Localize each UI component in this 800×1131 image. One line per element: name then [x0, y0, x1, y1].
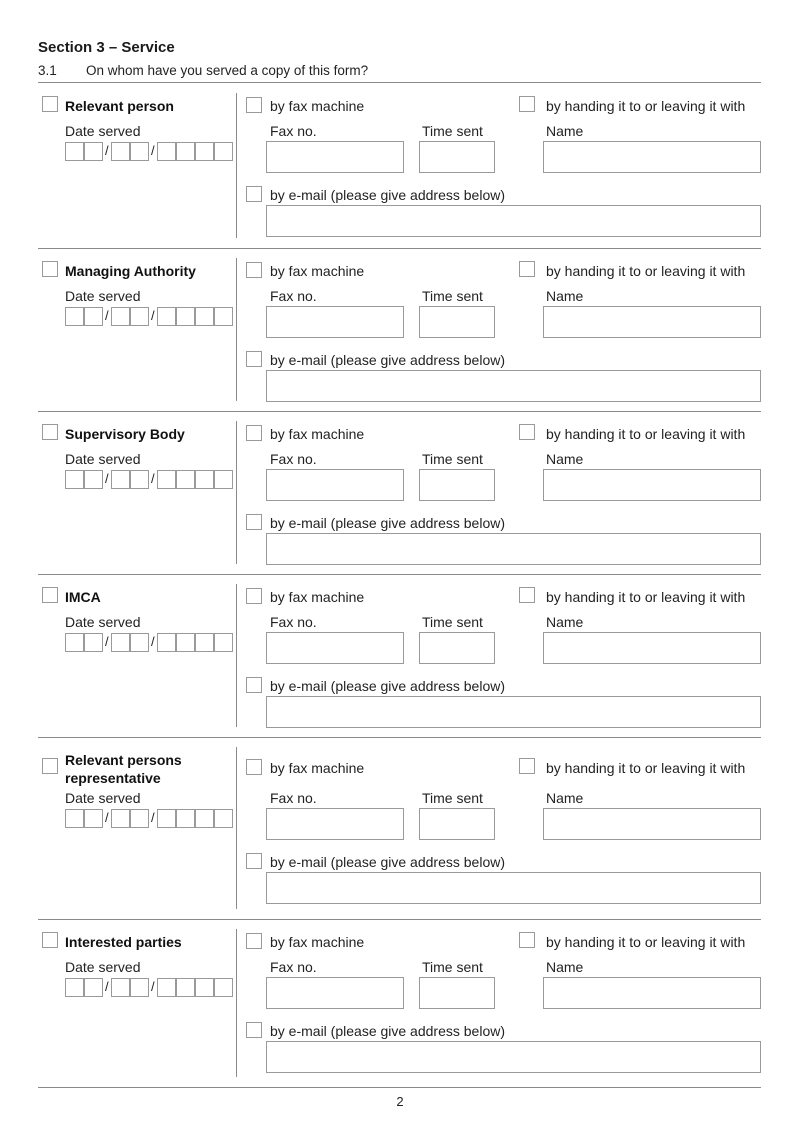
- email-checkbox[interactable]: [246, 1022, 262, 1038]
- date-digit-box[interactable]: [111, 809, 130, 828]
- date-served-label: Date served: [65, 123, 141, 139]
- fax-no-input[interactable]: [266, 808, 404, 840]
- by-fax-label: by fax machine: [270, 760, 365, 776]
- time-sent-label: Time sent: [422, 123, 483, 139]
- time-sent-label: Time sent: [422, 959, 483, 975]
- time-sent-input[interactable]: [419, 632, 495, 664]
- party-checkbox[interactable]: [42, 758, 58, 774]
- date-digit-box[interactable]: [176, 633, 195, 652]
- email-address-input[interactable]: [266, 533, 761, 565]
- by-email-label: by e-mail (please give address below): [270, 515, 505, 531]
- name-input[interactable]: [543, 141, 761, 173]
- column-divider: [236, 258, 237, 401]
- fax-checkbox[interactable]: [246, 262, 262, 278]
- date-digit-box[interactable]: [130, 307, 149, 326]
- date-served-label: Date served: [65, 790, 141, 806]
- date-digit-box[interactable]: [84, 470, 103, 489]
- question-number: 3.1: [38, 63, 57, 78]
- date-digit-box[interactable]: [176, 809, 195, 828]
- name-input[interactable]: [543, 306, 761, 338]
- date-separator: /: [105, 979, 109, 994]
- date-digit-box[interactable]: [84, 307, 103, 326]
- by-fax-label: by fax machine: [270, 426, 365, 442]
- date-separator: /: [105, 810, 109, 825]
- by-email-label: by e-mail (please give address below): [270, 1023, 505, 1039]
- party-name: [65, 262, 196, 280]
- date-digit-box[interactable]: [65, 809, 84, 828]
- column-divider: [236, 584, 237, 727]
- date-digit-box[interactable]: [157, 307, 176, 326]
- date-digit-box[interactable]: [214, 307, 233, 326]
- time-sent-input[interactable]: [419, 977, 495, 1009]
- date-digit-box[interactable]: [65, 978, 84, 997]
- fax-checkbox[interactable]: [246, 588, 262, 604]
- date-digit-box[interactable]: [195, 633, 214, 652]
- date-digit-box[interactable]: [214, 978, 233, 997]
- fax-no-input[interactable]: [266, 977, 404, 1009]
- date-separator: /: [151, 143, 155, 158]
- by-hand-label: by handing it to or leaving it with: [546, 98, 746, 114]
- fax-no-input[interactable]: [266, 632, 404, 664]
- question-text: On whom have you served a copy of this form?: [86, 63, 369, 78]
- by-fax-label: by fax machine: [270, 589, 365, 605]
- date-digit-box[interactable]: [65, 307, 84, 326]
- party-checkbox[interactable]: [42, 96, 58, 112]
- party-name-line: Relevant persons: [65, 752, 182, 768]
- date-digit-box[interactable]: [84, 633, 103, 652]
- name-label: Name: [546, 790, 584, 806]
- party-block-relevant-persons-representative: [38, 737, 761, 919]
- date-digit-box[interactable]: [130, 470, 149, 489]
- hand-checkbox[interactable]: [519, 424, 535, 440]
- party-name-line: Relevant person: [65, 98, 174, 114]
- date-digit-box[interactable]: [157, 633, 176, 652]
- time-sent-label: Time sent: [422, 614, 483, 630]
- email-checkbox[interactable]: [246, 514, 262, 530]
- date-separator: /: [151, 810, 155, 825]
- party-checkbox[interactable]: [42, 932, 58, 948]
- by-hand-label: by handing it to or leaving it with: [546, 934, 746, 950]
- date-digit-box[interactable]: [176, 978, 195, 997]
- party-checkbox[interactable]: [42, 587, 58, 603]
- date-digit-box[interactable]: [65, 633, 84, 652]
- date-digit-box[interactable]: [130, 978, 149, 997]
- date-digit-box[interactable]: [214, 470, 233, 489]
- fax-no-label: Fax no.: [270, 959, 317, 975]
- time-sent-input[interactable]: [419, 469, 495, 501]
- hand-checkbox[interactable]: [519, 96, 535, 112]
- date-separator: /: [151, 634, 155, 649]
- fax-no-label: Fax no.: [270, 614, 317, 630]
- by-hand-label: by handing it to or leaving it with: [546, 426, 746, 442]
- date-separator: /: [151, 471, 155, 486]
- date-served-label: Date served: [65, 451, 141, 467]
- party-name: [65, 97, 174, 115]
- party-name-line: Interested parties: [65, 934, 182, 950]
- fax-no-label: Fax no.: [270, 790, 317, 806]
- fax-no-input[interactable]: [266, 469, 404, 501]
- date-served-label: Date served: [65, 959, 141, 975]
- date-served-input: [65, 809, 233, 828]
- time-sent-label: Time sent: [422, 790, 483, 806]
- party-checkbox[interactable]: [42, 424, 58, 440]
- email-address-input[interactable]: [266, 1041, 761, 1073]
- by-email-label: by e-mail (please give address below): [270, 854, 505, 870]
- date-digit-box[interactable]: [111, 142, 130, 161]
- email-checkbox[interactable]: [246, 186, 262, 202]
- date-digit-box[interactable]: [65, 142, 84, 161]
- name-label: Name: [546, 288, 584, 304]
- party-name-line: Supervisory Body: [65, 426, 185, 442]
- date-served-input: [65, 142, 233, 161]
- date-digit-box[interactable]: [111, 978, 130, 997]
- by-hand-label: by handing it to or leaving it with: [546, 589, 746, 605]
- email-address-input[interactable]: [266, 872, 761, 904]
- email-address-input[interactable]: [266, 370, 761, 402]
- fax-no-input[interactable]: [266, 141, 404, 173]
- date-separator: /: [105, 634, 109, 649]
- page-number: 2: [396, 1094, 404, 1109]
- date-digit-box[interactable]: [176, 470, 195, 489]
- column-divider: [236, 421, 237, 564]
- time-sent-label: Time sent: [422, 288, 483, 304]
- by-email-label: by e-mail (please give address below): [270, 352, 505, 368]
- party-name: [65, 588, 101, 606]
- name-input[interactable]: [543, 632, 761, 664]
- fax-checkbox[interactable]: [246, 759, 262, 775]
- date-digit-box[interactable]: [195, 978, 214, 997]
- date-digit-box[interactable]: [111, 633, 130, 652]
- date-served-input: [65, 307, 233, 326]
- date-served-input: [65, 470, 233, 489]
- fax-no-label: Fax no.: [270, 288, 317, 304]
- date-digit-box[interactable]: [84, 809, 103, 828]
- date-separator: /: [105, 308, 109, 323]
- time-sent-label: Time sent: [422, 451, 483, 467]
- date-digit-box[interactable]: [176, 307, 195, 326]
- question: [38, 63, 368, 78]
- date-digit-box[interactable]: [195, 809, 214, 828]
- by-hand-label: by handing it to or leaving it with: [546, 760, 746, 776]
- column-divider: [236, 747, 237, 909]
- date-served-input: [65, 633, 233, 652]
- email-address-input[interactable]: [266, 696, 761, 728]
- date-digit-box[interactable]: [130, 809, 149, 828]
- party-block-managing-authority: [38, 248, 761, 411]
- date-digit-box[interactable]: [65, 470, 84, 489]
- by-hand-label: by handing it to or leaving it with: [546, 263, 746, 279]
- date-digit-box[interactable]: [84, 142, 103, 161]
- column-divider: [236, 93, 237, 238]
- date-digit-box[interactable]: [130, 633, 149, 652]
- date-digit-box[interactable]: [214, 633, 233, 652]
- section-title: Section 3 – Service: [38, 39, 175, 56]
- date-digit-box[interactable]: [214, 809, 233, 828]
- party-name-line: representative: [65, 770, 161, 786]
- name-label: Name: [546, 959, 584, 975]
- date-served-label: Date served: [65, 288, 141, 304]
- name-input[interactable]: [543, 808, 761, 840]
- email-address-input[interactable]: [266, 205, 761, 237]
- time-sent-input[interactable]: [419, 808, 495, 840]
- date-served-label: Date served: [65, 614, 141, 630]
- date-separator: /: [105, 143, 109, 158]
- by-fax-label: by fax machine: [270, 263, 365, 279]
- fax-checkbox[interactable]: [246, 933, 262, 949]
- fax-checkbox[interactable]: [246, 425, 262, 441]
- date-digit-box[interactable]: [214, 142, 233, 161]
- fax-no-label: Fax no.: [270, 123, 317, 139]
- hand-checkbox[interactable]: [519, 587, 535, 603]
- date-digit-box[interactable]: [157, 142, 176, 161]
- date-digit-box[interactable]: [84, 978, 103, 997]
- date-digit-box[interactable]: [130, 142, 149, 161]
- by-email-label: by e-mail (please give address below): [270, 187, 505, 203]
- date-digit-box[interactable]: [157, 978, 176, 997]
- hand-checkbox[interactable]: [519, 758, 535, 774]
- date-digit-box[interactable]: [111, 307, 130, 326]
- date-digit-box[interactable]: [195, 307, 214, 326]
- hand-checkbox[interactable]: [519, 932, 535, 948]
- party-block-supervisory-body: [38, 411, 761, 574]
- fax-checkbox[interactable]: [246, 97, 262, 113]
- fax-no-label: Fax no.: [270, 451, 317, 467]
- party-name: [65, 425, 185, 443]
- party-block-interested-parties: [38, 919, 761, 1087]
- party-block-relevant-person: [38, 83, 761, 248]
- date-digit-box[interactable]: [157, 470, 176, 489]
- date-separator: /: [105, 471, 109, 486]
- column-divider: [236, 929, 237, 1077]
- party-name-line: Managing Authority: [65, 263, 196, 279]
- by-fax-label: by fax machine: [270, 98, 365, 114]
- name-label: Name: [546, 123, 584, 139]
- date-digit-box[interactable]: [176, 142, 195, 161]
- party-name: [65, 751, 182, 787]
- block-divider: [38, 1087, 761, 1088]
- hand-checkbox[interactable]: [519, 261, 535, 277]
- email-checkbox[interactable]: [246, 351, 262, 367]
- party-checkbox[interactable]: [42, 261, 58, 277]
- date-separator: /: [151, 308, 155, 323]
- date-digit-box[interactable]: [195, 470, 214, 489]
- date-served-input: [65, 978, 233, 997]
- name-label: Name: [546, 614, 584, 630]
- date-digit-box[interactable]: [111, 470, 130, 489]
- by-email-label: by e-mail (please give address below): [270, 678, 505, 694]
- name-input[interactable]: [543, 469, 761, 501]
- time-sent-input[interactable]: [419, 306, 495, 338]
- date-digit-box[interactable]: [157, 809, 176, 828]
- party-name-line: IMCA: [65, 589, 101, 605]
- fax-no-input[interactable]: [266, 306, 404, 338]
- party-block-imca: [38, 574, 761, 737]
- by-fax-label: by fax machine: [270, 934, 365, 950]
- name-label: Name: [546, 451, 584, 467]
- name-input[interactable]: [543, 977, 761, 1009]
- date-separator: /: [151, 979, 155, 994]
- email-checkbox[interactable]: [246, 853, 262, 869]
- date-digit-box[interactable]: [195, 142, 214, 161]
- party-name: [65, 933, 182, 951]
- time-sent-input[interactable]: [419, 141, 495, 173]
- email-checkbox[interactable]: [246, 677, 262, 693]
